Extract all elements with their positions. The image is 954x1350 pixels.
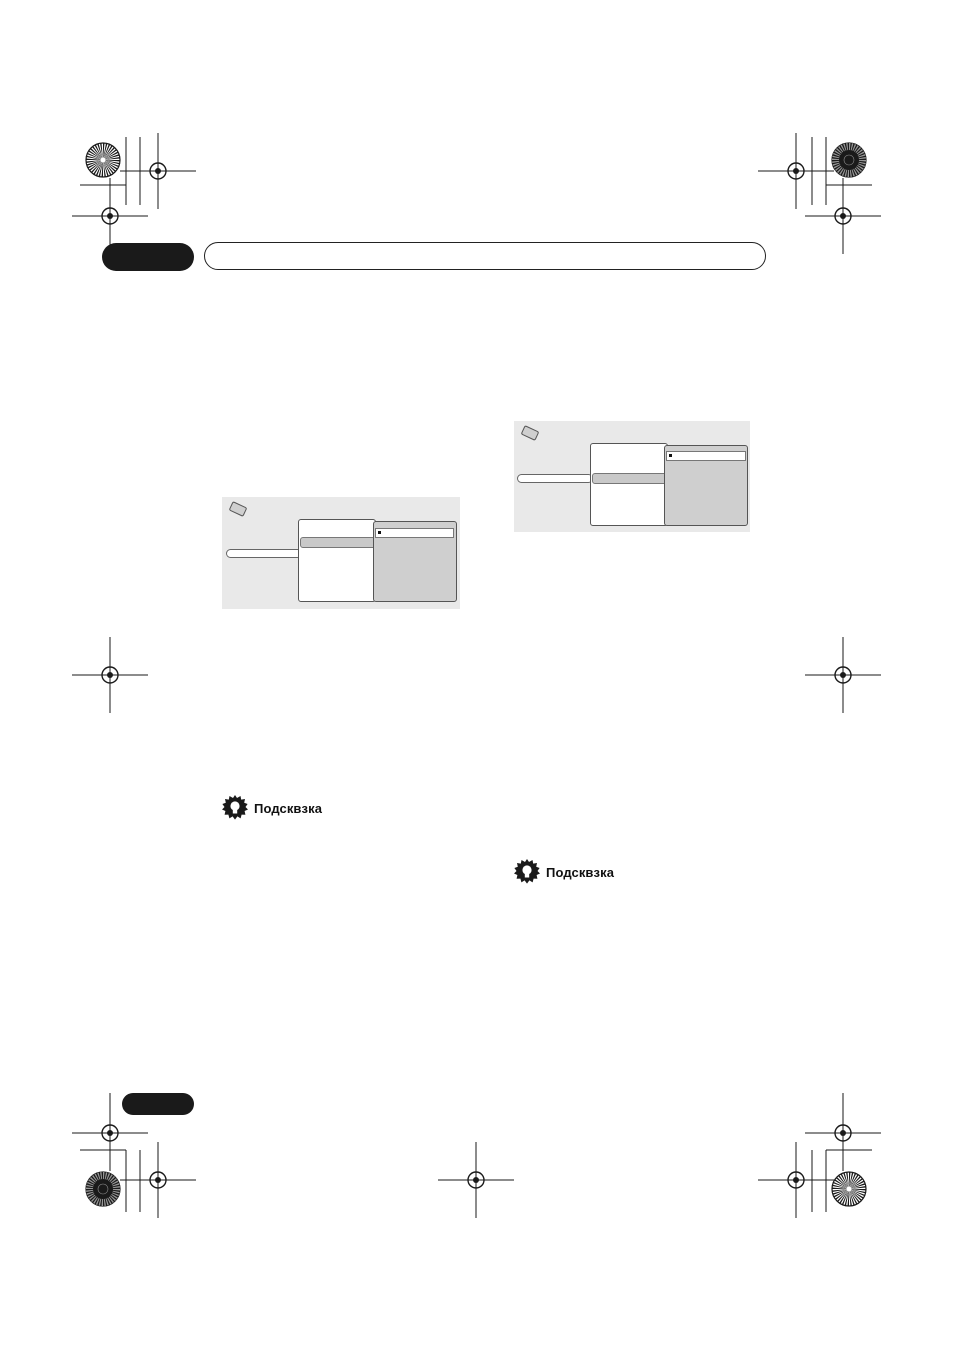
crosshair-target-icon [805,1095,881,1171]
radial-starburst-icon [832,1172,866,1206]
hint-heading-left [222,795,322,821]
setup-menu-screen-right [514,421,750,532]
submenu-column [298,519,376,602]
option-bullet [378,531,381,534]
hint-label: Подсквзка [254,800,323,816]
crosshair-target-icon [120,133,196,209]
option-selected [666,451,746,461]
crosshair-target-icon [72,637,148,713]
disc-icon [229,501,248,517]
radial-starburst-icon [832,143,866,177]
crosshair-target-icon [758,1142,834,1218]
submenu-column [590,443,668,526]
crosshair-target-icon [758,133,834,209]
option-bullet [669,454,672,457]
lightbulb-icon [514,859,540,885]
hint-heading-right [514,859,614,885]
submenu-item-highlight [592,473,668,484]
menu-tab-selected [517,474,593,483]
page-number-tab [122,1093,194,1115]
disc-icon [521,425,540,441]
chapter-number-tab [102,243,194,271]
crosshair-target-icon [805,637,881,713]
radial-starburst-icon [86,1172,120,1206]
crosshair-target-icon [805,178,881,254]
option-selected [375,528,454,538]
chapter-title-bar [204,242,766,270]
hint-label: Подсквзка [546,864,615,880]
setup-menu-screen-left [222,497,460,609]
menu-tab-selected [226,549,302,558]
lightbulb-icon [222,795,248,821]
submenu-item-highlight [300,537,376,548]
radial-starburst-icon [86,143,120,177]
crosshair-target-icon [438,1142,514,1218]
crosshair-target-icon [120,1142,196,1218]
